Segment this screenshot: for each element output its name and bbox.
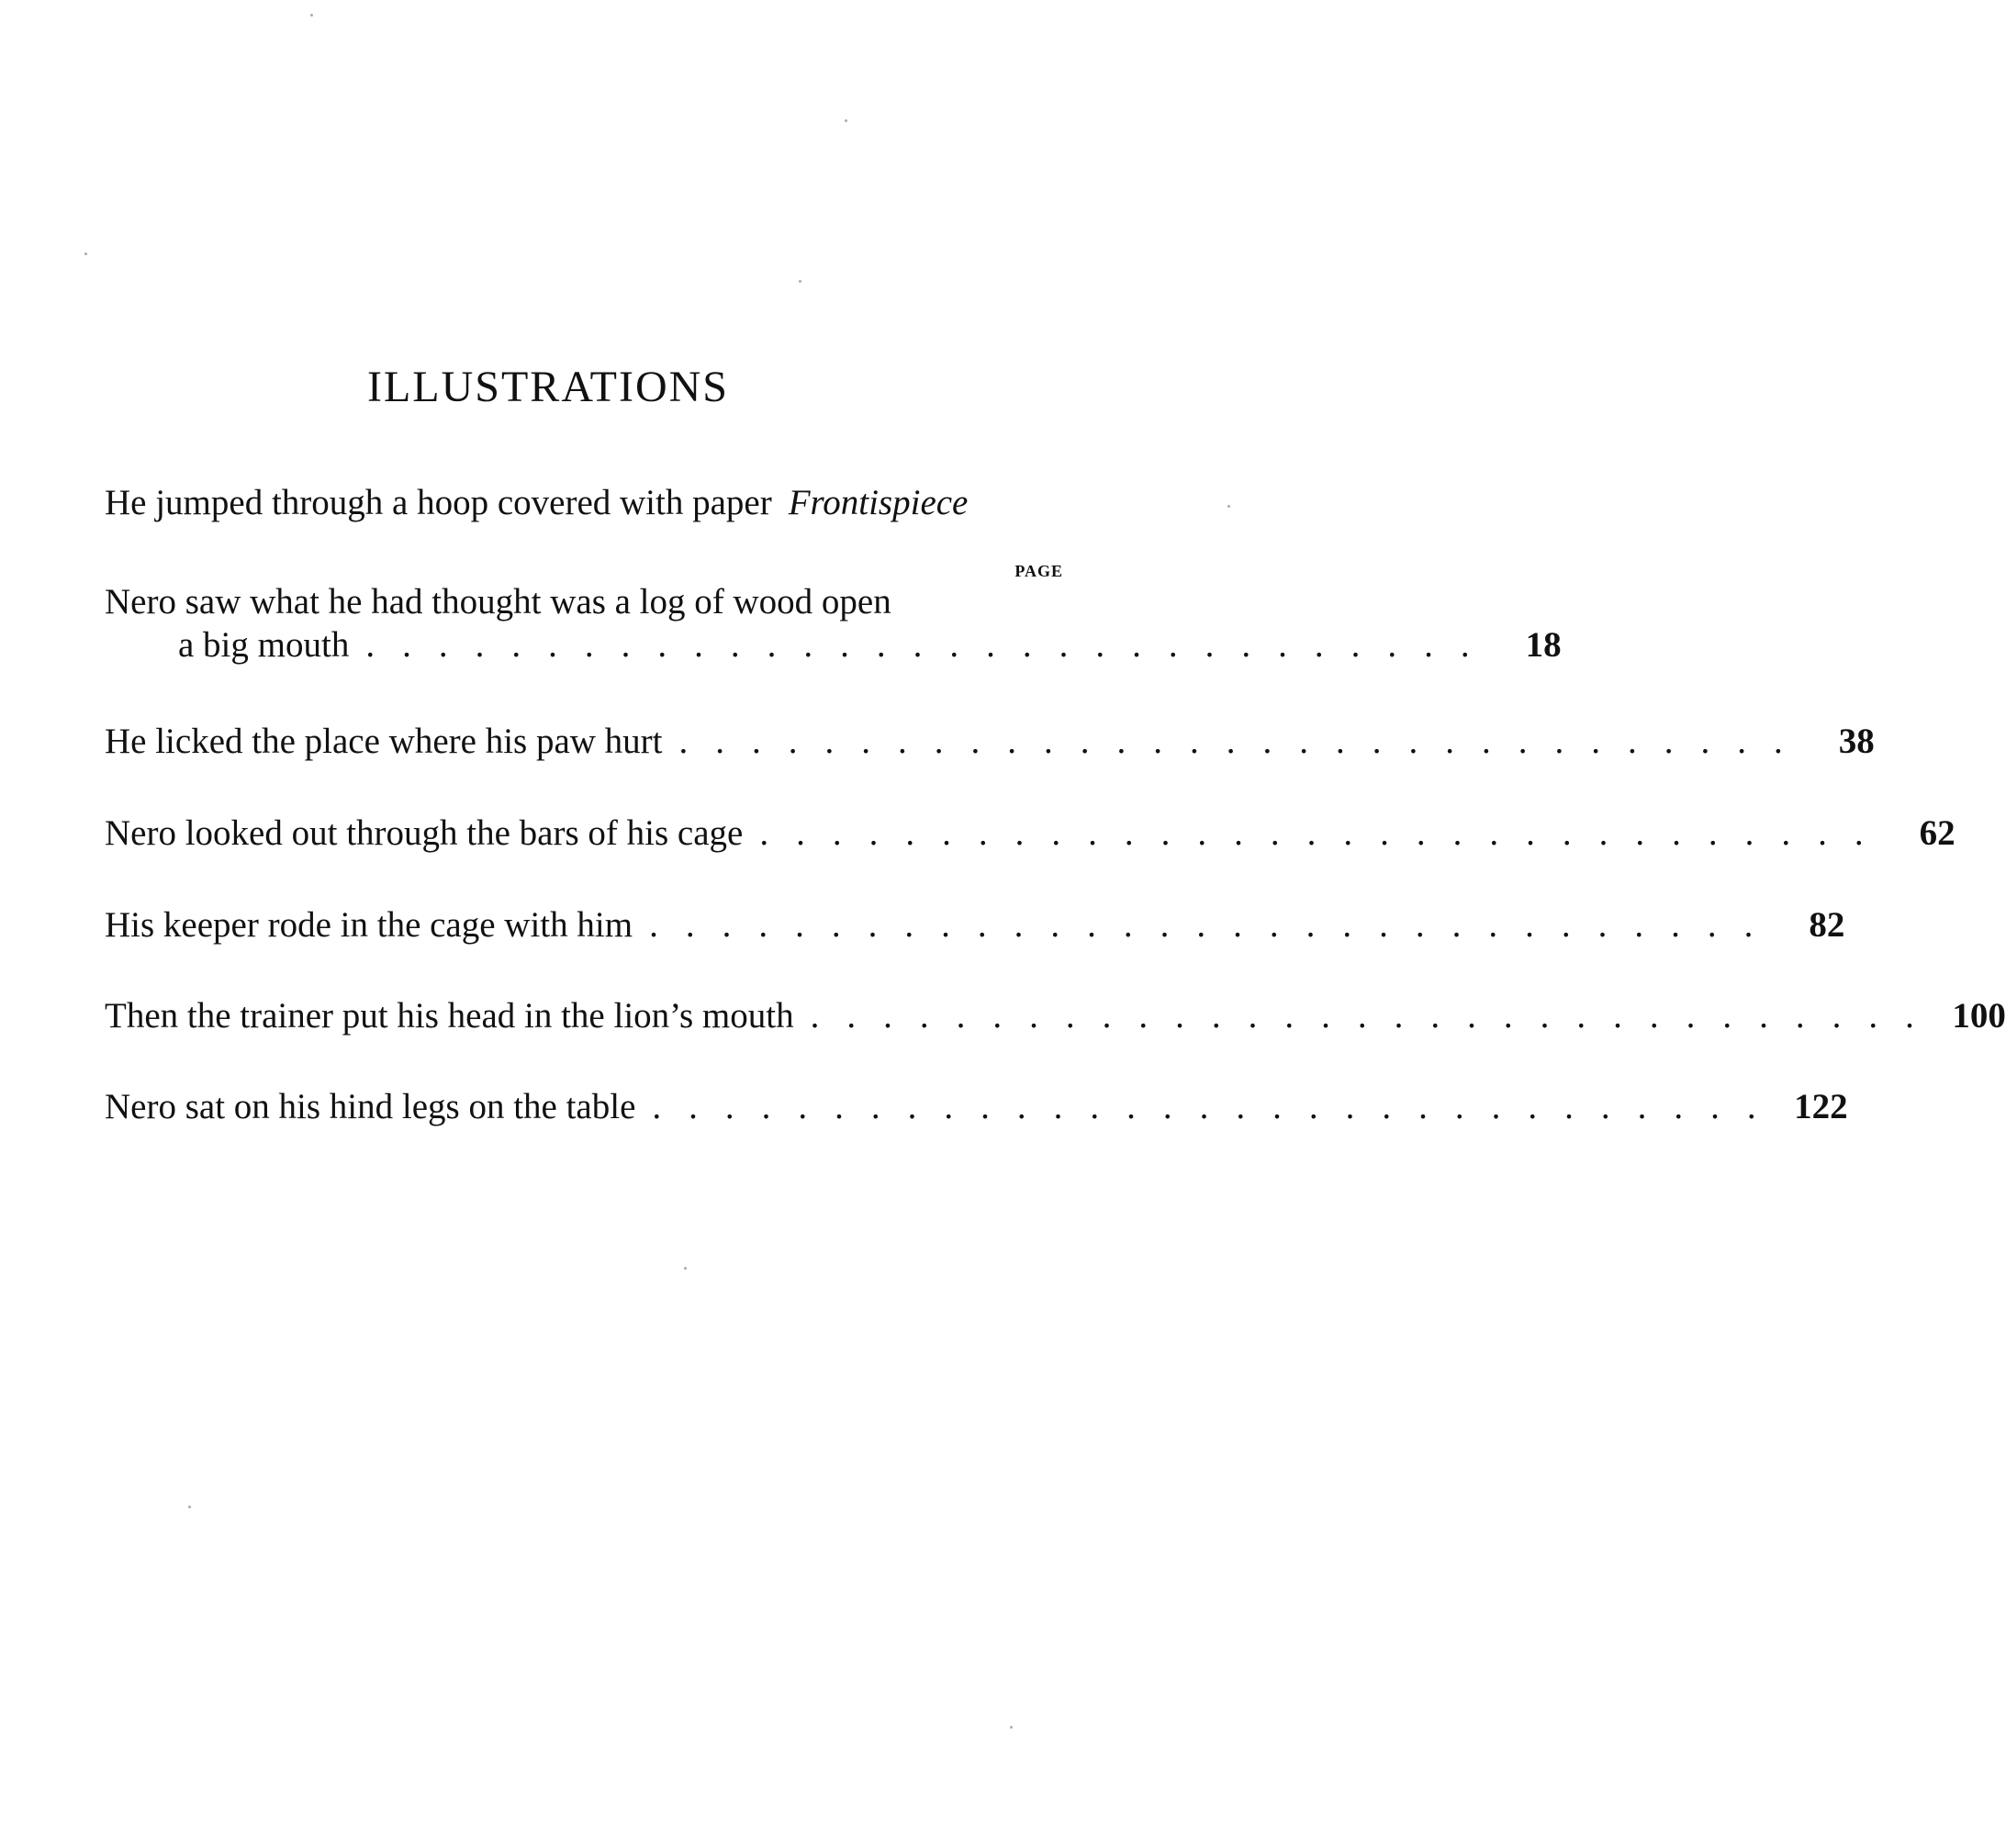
paper-speck [84, 252, 87, 255]
entry-line [105, 581, 1064, 624]
entry-line [105, 812, 1956, 856]
entry-line-continuation [105, 624, 1562, 667]
entry-caption: Nero saw what he had thought was a log of wood open [105, 582, 891, 622]
entry-line [105, 995, 2006, 1038]
entry-line [105, 1086, 1848, 1129]
illustration-entry [105, 812, 1956, 856]
entry-page-number: 82 [1809, 905, 1845, 945]
entry-page-number: 18 [1525, 624, 1562, 665]
illustration-entry [105, 721, 1875, 764]
paper-speck [188, 1506, 191, 1508]
entry-caption: He licked the place where his paw hurt [105, 722, 663, 761]
illustration-entry [105, 581, 1562, 667]
entry-line [105, 721, 1875, 764]
illustration-entry [105, 904, 1845, 947]
illustration-entry [105, 995, 2006, 1038]
page-title: ILLUSTRATIONS [367, 363, 729, 411]
entry-page-number: 122 [1794, 1087, 1848, 1126]
paper-speck [799, 280, 801, 283]
entry-line [105, 904, 1845, 947]
illustration-entry [105, 1086, 1848, 1129]
dot-leader: ............................... [649, 905, 1781, 945]
paper-speck [1010, 1726, 1013, 1729]
dot-leader: ............................... [759, 813, 1891, 853]
dot-leader: ............................... [810, 996, 1942, 1036]
dot-leader: ............................... [652, 1087, 1784, 1126]
frontispiece-caption: He jumped through a hoop covered with paper [105, 483, 772, 522]
entry-caption-continuation: a big mouth [178, 624, 350, 665]
paper-speck [310, 14, 313, 17]
dot-leader: ............................... [365, 624, 1497, 665]
entry-caption: Nero looked out through the bars of his cage [105, 813, 744, 853]
entry-page-number: 100 [1952, 996, 2006, 1036]
paper-speck [845, 119, 847, 122]
dot-leader: ............................... [678, 722, 1810, 761]
paper-speck [1227, 505, 1230, 508]
frontispiece-entry [105, 482, 1064, 525]
entry-page-number: 38 [1838, 722, 1875, 761]
entry-caption: Then the trainer put his head in the lion’s mouth [105, 996, 794, 1036]
entry-caption: Nero sat on his hind legs on the table [105, 1087, 636, 1126]
paper-speck [684, 1267, 687, 1270]
entry-caption: His keeper rode in the cage with him [105, 905, 633, 945]
entry-page-number: 62 [1919, 813, 1956, 853]
page-column-heading: PAGE [1014, 562, 1063, 580]
frontispiece-label: Frontispiece [788, 483, 969, 522]
